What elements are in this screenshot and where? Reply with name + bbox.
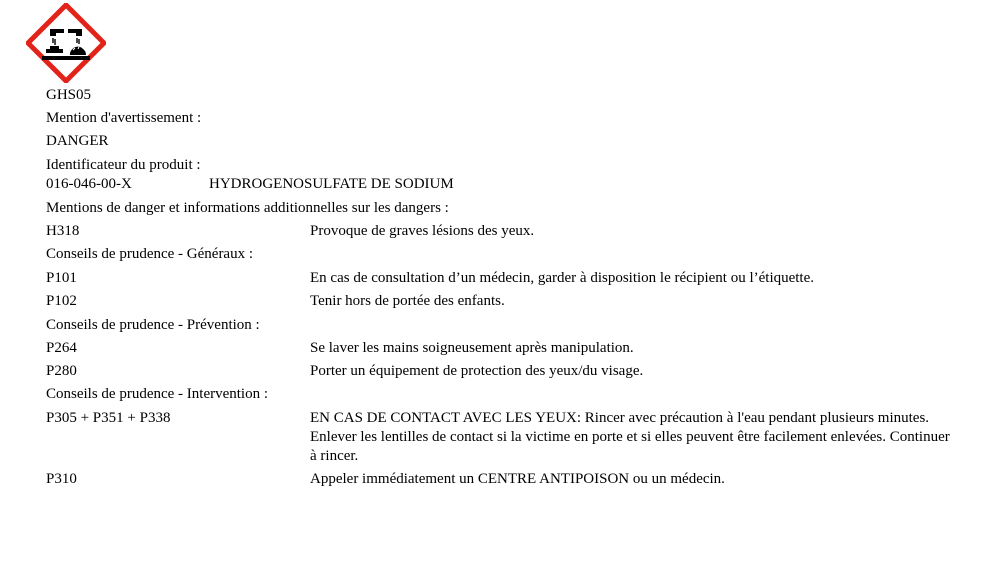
precaution-code: P264	[46, 340, 77, 356]
precaution-text: Tenir hors de portée des enfants.	[310, 293, 505, 309]
response-label: Conseils de prudence - Intervention :	[46, 386, 269, 402]
precaution-text: Appeler immédiatement un CENTRE ANTIPOISON ou un médecin.	[310, 471, 725, 487]
ghs-code: GHS05	[46, 87, 92, 103]
precaution-code: P280	[46, 363, 77, 379]
signal-word: DANGER	[46, 133, 109, 149]
signal-word-label: Mention d'avertissement :	[46, 110, 202, 126]
precaution-code: P310	[46, 471, 77, 487]
general-label: Conseils de prudence - Généraux :	[46, 246, 254, 262]
precaution-text: En cas de consultation d’un médecin, garder à disposition le récipient ou l’étiquette.	[310, 270, 815, 286]
hazard-code: H318	[46, 223, 80, 239]
prevention-label: Conseils de prudence - Prévention :	[46, 317, 260, 333]
precaution-code: P101	[46, 270, 77, 286]
hazard-text: Provoque de graves lésions des yeux.	[310, 223, 535, 239]
precaution-text: Porter un équipement de protection des yeux/du visage.	[310, 363, 644, 379]
product-identifier-label: Identificateur du produit :	[46, 157, 201, 173]
precaution-code: P305 + P351 + P338	[46, 410, 171, 426]
product-name: HYDROGENOSULFATE DE SODIUM	[209, 176, 454, 192]
product-index-number: 016-046-00-X	[46, 176, 132, 192]
corrosion-pictogram-svg	[26, 3, 106, 83]
precaution-text: Se laver les mains soigneusement après manipulation.	[310, 340, 634, 356]
ghs05-corrosion-icon	[26, 3, 106, 83]
hazard-section-label: Mentions de danger et informations additionnelles sur les dangers :	[46, 200, 449, 216]
precaution-text: EN CAS DE CONTACT AVEC LES YEUX: Rincer avec précaution à l'eau pendant plusieurs minutes. Enlever les lentilles de contact si la victime en porte et si elles peuvent être facilement enlevées. Continuer à rincer.	[310, 410, 950, 464]
precaution-code: P102	[46, 293, 77, 309]
